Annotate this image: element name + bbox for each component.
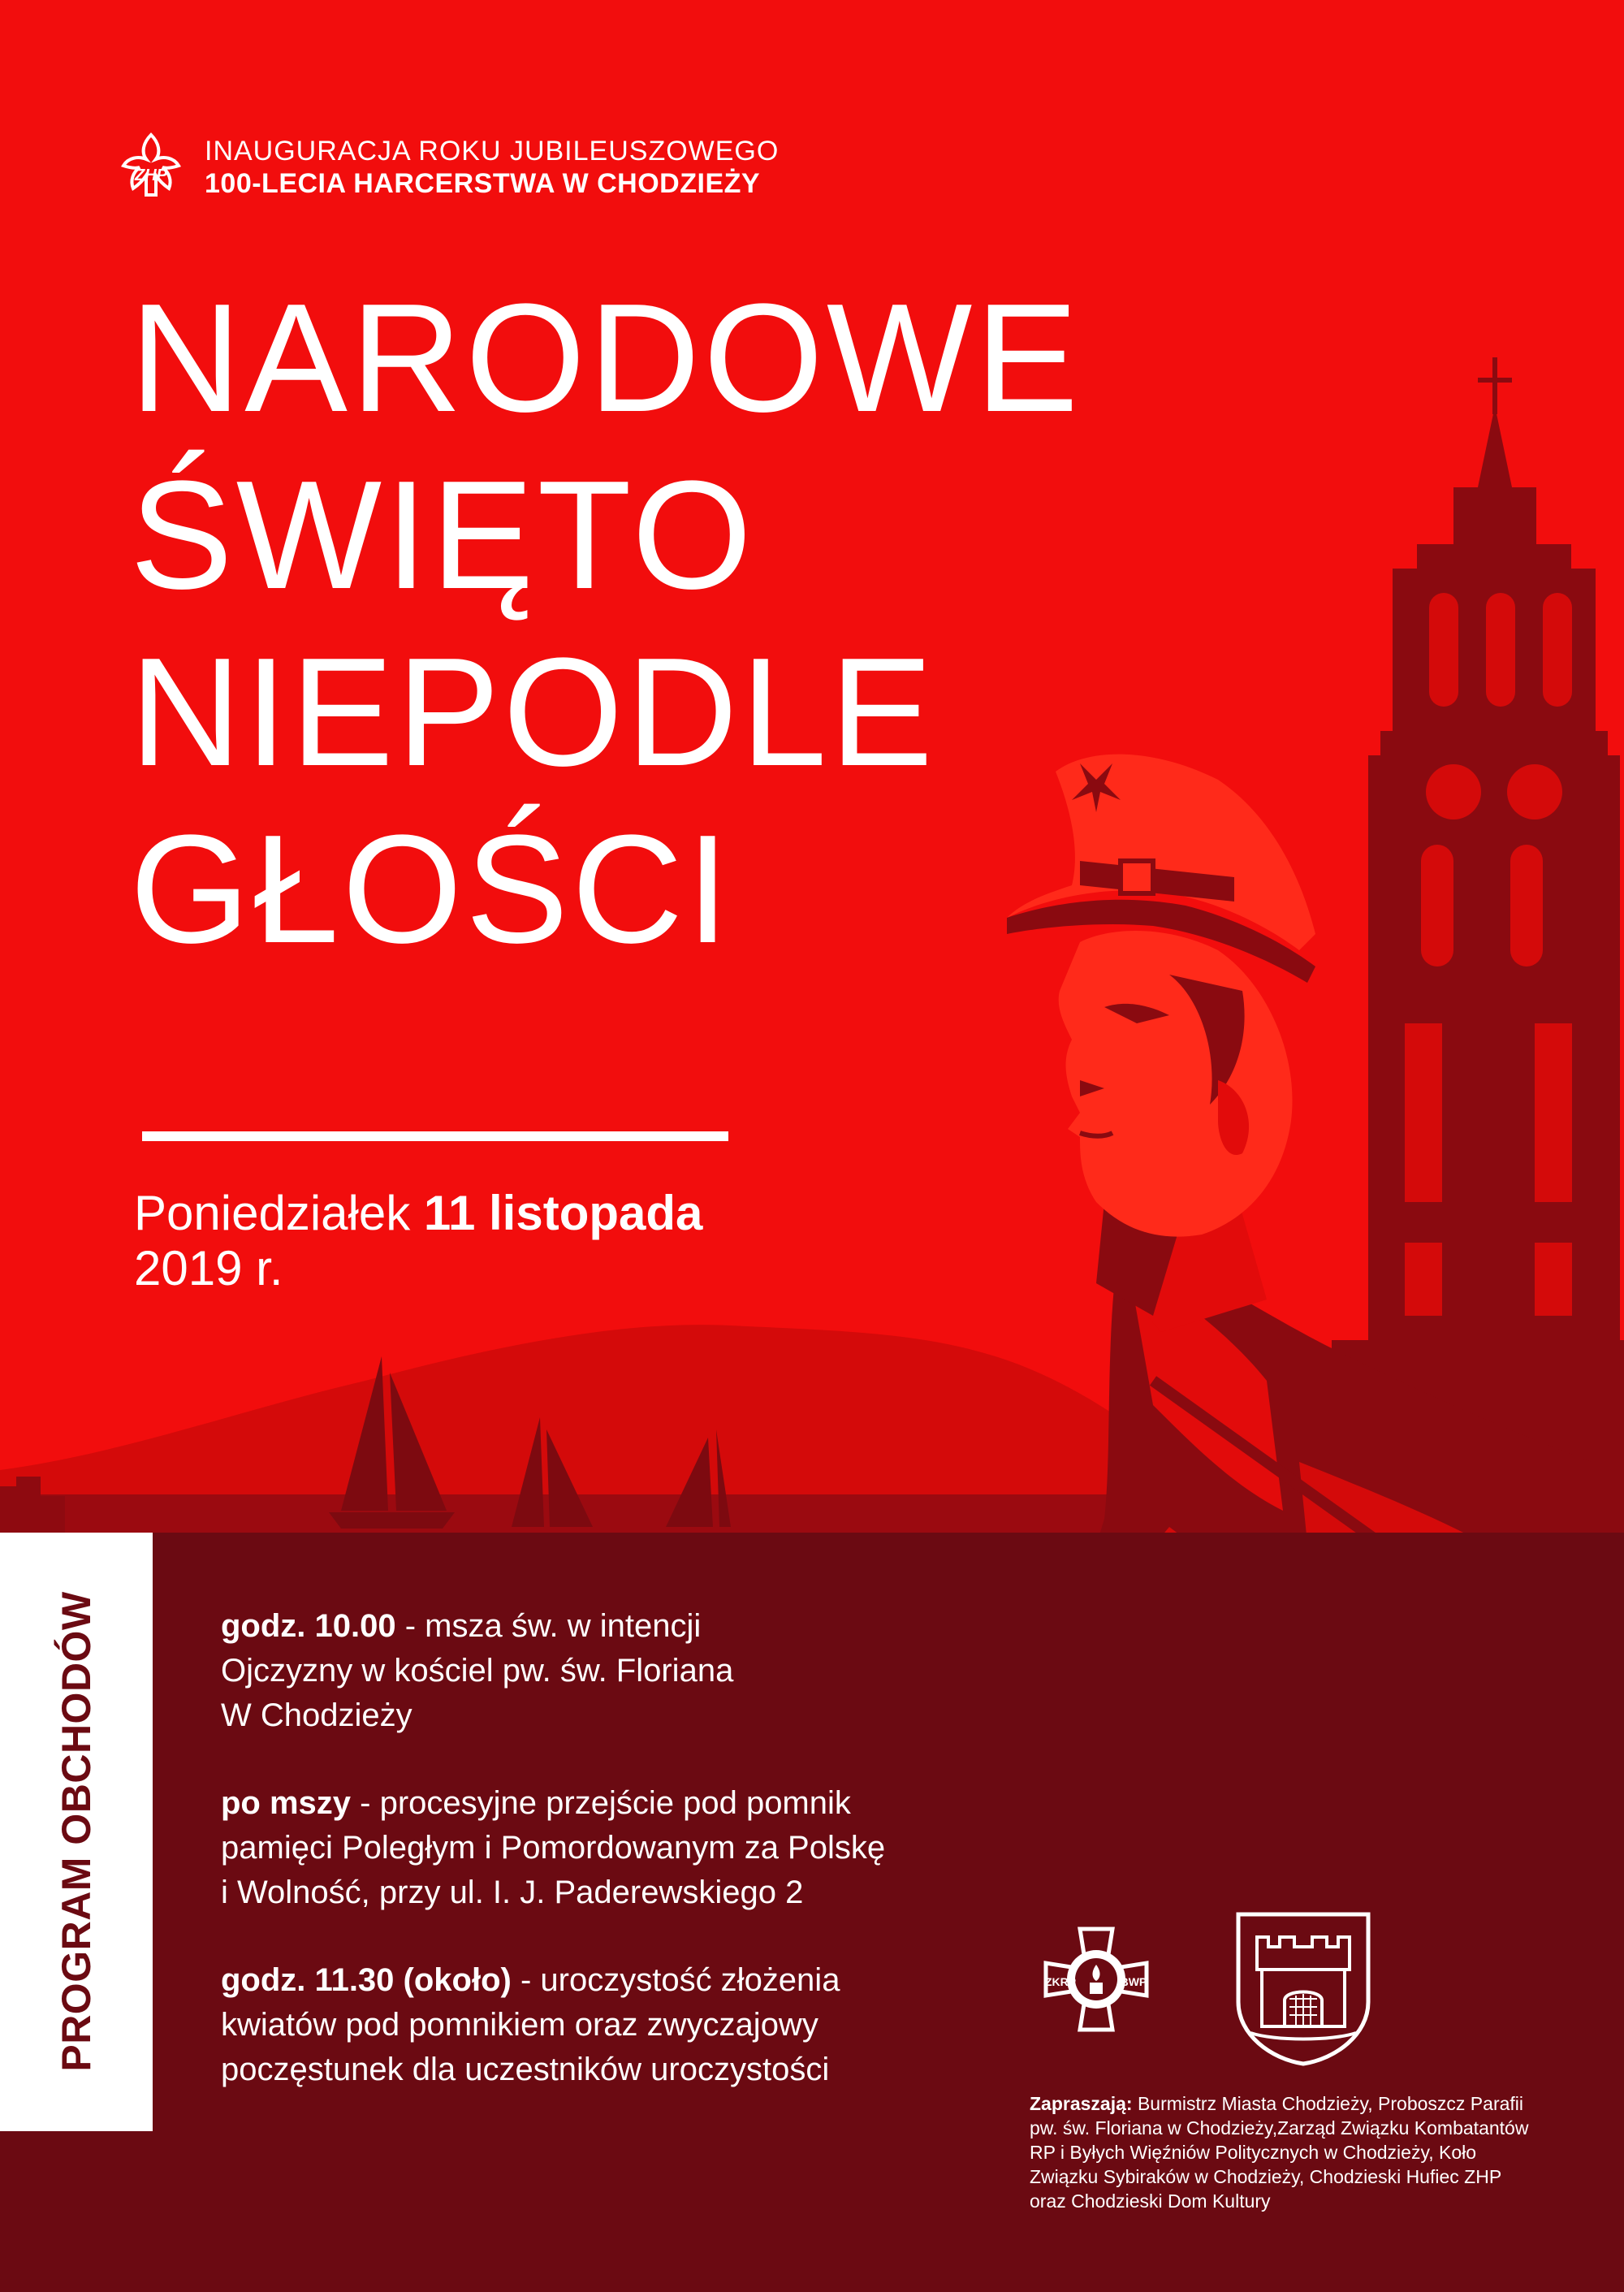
program-item-text: W Chodzieży bbox=[221, 1697, 412, 1733]
credits-label: Zapraszają: bbox=[1030, 2093, 1133, 2114]
header bbox=[114, 130, 779, 205]
program-item-text: pamięci Poległym i Pomordowanym za Polskę bbox=[221, 1830, 886, 1866]
program-item-text: poczęstunek dla uczestników uroczystości bbox=[221, 2052, 830, 2087]
chodziez-coat-of-arms-icon bbox=[1238, 1914, 1368, 2064]
title-line-1: NARODOWE bbox=[130, 272, 1082, 444]
zhp-logo-text: ZHP bbox=[135, 166, 167, 184]
title-line-3: NIEPODLE bbox=[130, 626, 936, 798]
zhp-lily-icon bbox=[114, 130, 188, 205]
program-item bbox=[221, 1958, 1033, 2092]
program-item bbox=[221, 1781, 1033, 1915]
credits-text: Burmistrz Miasta Chodzieży, Proboszcz Parafii bbox=[1132, 2093, 1524, 2114]
program-item-text: - procesyjne przejście pod pomnik bbox=[351, 1785, 851, 1821]
program-list bbox=[221, 1604, 1033, 2135]
program-item bbox=[221, 1604, 1033, 1738]
program-item-time: godz. 10.00 bbox=[221, 1608, 396, 1644]
header-title: 100-LECIA HARCERSTWA W CHODZIEŻY bbox=[205, 168, 761, 199]
organizer-emblems bbox=[1015, 1905, 1389, 2067]
credits-text: Związku Sybiraków w Chodzieży, Chodzieski Hufiec ZHP bbox=[1030, 2166, 1502, 2187]
program-item-text: - msza św. w intencji bbox=[395, 1608, 702, 1644]
program-item-text: Ojczyzny w kościel pw. św. Floriana bbox=[221, 1653, 734, 1689]
cross-text-left: ZKRP bbox=[1044, 1975, 1077, 1988]
veterans-cross-icon bbox=[1045, 1929, 1147, 2030]
date-year: 2019 r. bbox=[134, 1241, 283, 1295]
main-title bbox=[130, 270, 1082, 978]
date-bold: 11 listopada bbox=[423, 1186, 703, 1240]
program-item-text: - uroczystość złożenia bbox=[511, 1962, 840, 1998]
date-day: Poniedziałek bbox=[134, 1186, 411, 1240]
credits-text: pw. św. Floriana w Chodzieży,Zarząd Związku Kombatantów bbox=[1030, 2117, 1529, 2138]
organizers-credits bbox=[1030, 2091, 1598, 2213]
header-subtitle: INAUGURACJA ROKU JUBILEUSZOWEGO bbox=[205, 136, 780, 166]
title-line-2: ŚWIĘTO bbox=[130, 449, 755, 621]
cross-text-right: iBWP bbox=[1116, 1975, 1147, 1988]
program-tab-label: PROGRAM OBCHODÓW bbox=[54, 1591, 99, 2072]
title-divider bbox=[142, 1131, 728, 1141]
credits-text: RP i Byłych Więźniów Politycznych w Chodzieży, Koło bbox=[1030, 2142, 1477, 2163]
credits-text: oraz Chodzieski Dom Kultury bbox=[1030, 2190, 1271, 2212]
program-item-time: po mszy bbox=[221, 1785, 352, 1821]
water-band bbox=[0, 1494, 1218, 1535]
title-line-4: GŁOŚCI bbox=[130, 803, 732, 975]
program-item-text: i Wolność, przy ul. I. J. Paderewskiego 2 bbox=[221, 1875, 804, 1910]
program-item-text: kwiatów pod pomnikiem oraz zwyczajowy bbox=[221, 2007, 818, 2043]
event-date bbox=[134, 1186, 702, 1296]
program-item-time: godz. 11.30 (około) bbox=[221, 1962, 512, 1998]
